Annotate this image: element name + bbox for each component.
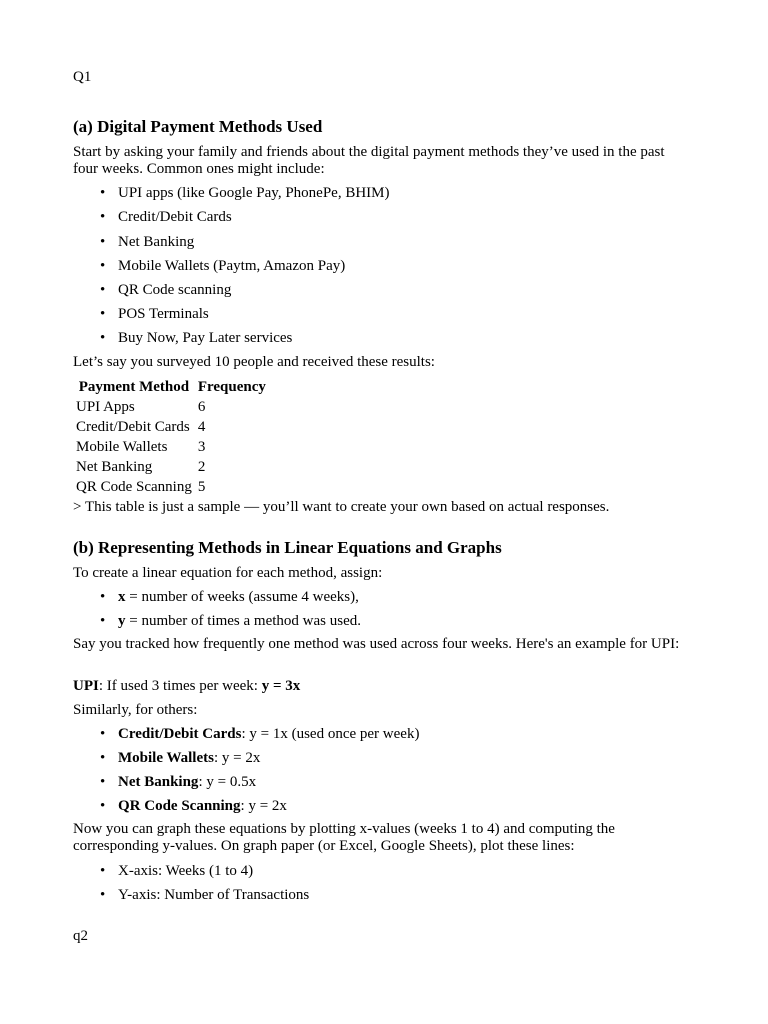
bullet-icon: • xyxy=(100,234,106,250)
bullet-icon: • xyxy=(100,774,106,790)
section-b-intro: To create a linear equation for each method, assign: xyxy=(73,565,383,581)
list-item: • y = number of times a method was used. xyxy=(100,613,361,629)
payment-frequency-table xyxy=(73,377,269,497)
list-item: • Net Banking: y = 0.5x xyxy=(100,774,257,790)
table-cell: 3 xyxy=(197,439,206,455)
table-row xyxy=(73,477,269,497)
bullet-icon: • xyxy=(100,330,106,346)
table-cell: 4 xyxy=(197,419,206,435)
list-item: • UPI apps (like Google Pay, PhonePe, BHIM) xyxy=(100,185,390,201)
bullet-icon: • xyxy=(100,185,106,201)
list-item: • Credit/Debit Cards: y = 1x (used once per week) xyxy=(100,726,420,742)
survey-text: Let’s say you surveyed 10 people and received these results: xyxy=(73,354,435,370)
bullet-icon: • xyxy=(100,726,106,742)
list-item: • QR Code Scanning: y = 2x xyxy=(100,798,287,814)
list-item: • x = number of weeks (assume 4 weeks), xyxy=(100,589,359,605)
bullet-icon: • xyxy=(100,863,106,879)
table-row xyxy=(73,457,269,477)
q2-label: q2 xyxy=(73,928,88,944)
bullet-icon: • xyxy=(100,589,106,605)
column-header-payment-method: Payment Method xyxy=(78,379,190,395)
table-cell: 6 xyxy=(197,399,206,415)
list-item: • X-axis: Weeks (1 to 4) xyxy=(100,863,254,879)
list-item: • POS Terminals xyxy=(100,306,209,322)
table-cell: UPI Apps xyxy=(76,399,135,415)
bullet-icon: • xyxy=(100,798,106,814)
bullet-icon: • xyxy=(100,258,106,274)
table-row xyxy=(73,417,269,437)
sample-note: > This table is just a sample — you’ll want to create your own based on actual responses. xyxy=(73,499,610,515)
bullet-icon: • xyxy=(100,282,106,298)
section-a-intro: Start by asking your family and friends about the digital payment methods they’ve used in the past four weeks. Common ones might include: xyxy=(73,144,665,177)
list-item: • QR Code scanning xyxy=(100,282,232,298)
column-header-frequency: Frequency xyxy=(197,379,266,395)
table-row xyxy=(73,437,269,457)
section-b-heading: (b) Representing Methods in Linear Equations and Graphs xyxy=(73,538,502,557)
list-item: • Credit/Debit Cards xyxy=(100,209,232,225)
graph-text: Now you can graph these equations by plotting x-values (weeks 1 to 4) and computing the corresponding y-values. On graph paper (or Excel, Google Sheets), plot these lines: xyxy=(73,821,615,854)
table-cell: Net Banking xyxy=(76,459,153,475)
list-item: • Y-axis: Number of Transactions xyxy=(100,887,310,903)
table-cell: Credit/Debit Cards xyxy=(76,419,190,435)
table-header-row xyxy=(73,377,269,397)
list-item: • Mobile Wallets (Paytm, Amazon Pay) xyxy=(100,258,346,274)
list-item: • Net Banking xyxy=(100,234,195,250)
similarly-text: Similarly, for others: xyxy=(73,702,198,718)
list-item: • Buy Now, Pay Later services xyxy=(100,330,293,346)
bullet-icon: • xyxy=(100,750,106,766)
bullet-icon: • xyxy=(100,306,106,322)
bullet-icon: • xyxy=(100,209,106,225)
table-cell: 2 xyxy=(197,459,206,475)
upi-equation-line: UPI: If used 3 times per week: y = 3x xyxy=(73,678,301,694)
table-row xyxy=(73,397,269,417)
table-cell: QR Code Scanning xyxy=(76,479,192,495)
table-cell: Mobile Wallets xyxy=(76,439,168,455)
tracked-text: Say you tracked how frequently one method was used across four weeks. Here's an example for UPI: xyxy=(73,636,680,652)
section-a-heading: (a) Digital Payment Methods Used xyxy=(73,117,323,136)
bullet-icon: • xyxy=(100,887,106,903)
q1-label: Q1 xyxy=(73,69,92,85)
list-item: • Mobile Wallets: y = 2x xyxy=(100,750,261,766)
bullet-icon: • xyxy=(100,613,106,629)
table-cell: 5 xyxy=(197,479,206,495)
